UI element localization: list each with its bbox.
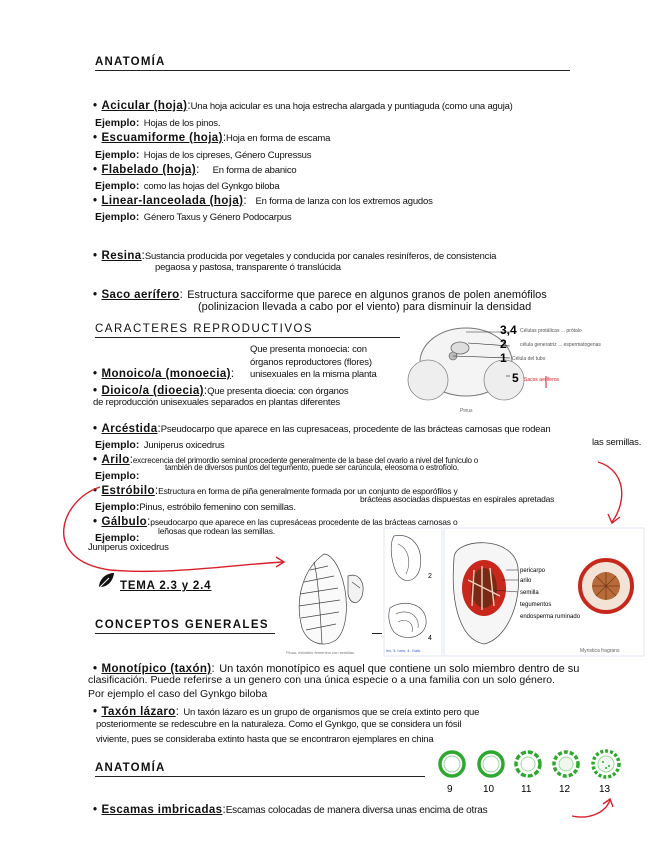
definition-text-cont: de reproducción unisexuales separados en plantas diferentes [93,397,340,408]
definition-text: Pseudocarpo que aparece en las cupresaceas, procedente de las brácteas carnosas que rodean [160,424,551,435]
term: Arilo [101,454,130,466]
pollen-note: Célula del tubo [512,356,546,362]
definition-dioico: • Dioico/a (dioecia):Que presenta dioecia: con órganos [93,385,349,397]
pollen-caption: Pinus [460,408,473,414]
circle-number: 11 [521,784,532,795]
circle-10 [479,752,503,776]
divider [372,633,382,634]
separator: : [175,706,179,718]
cone-caption: Pinus, estróbilo femenino con semillas [286,650,355,655]
definition-text: Estructura sacciforme que parece en algunos granos de polen anemófilos [187,289,547,301]
separator: : [230,368,235,380]
red-arrow-arilo [598,462,622,522]
term: Taxón lázaro [101,706,176,718]
definition-resina: • Resina:Sustancia producida por vegetales y conducida por canales resiníferos, de consistencia [93,250,497,262]
definition-text: excrecencia del primordio seminal procedente generalmente de la base del ovario a nivel del funículo o [132,456,479,465]
definition-text: Que presenta monoecia: con [250,344,367,355]
circle-11 [516,752,540,776]
aril-label: pericarpo [520,568,546,574]
separator: : [243,195,247,207]
definition-text-cont: (polinizacion llevada a cabo por el viento) para disminuir la densidad [198,301,532,313]
aril-label: endosperma ruminado [520,614,581,620]
circle-12 [554,752,578,776]
definition-arcestida: • Arcéstida:Pseudocarpo que aparece en las cupresaceas, procedente de las brácteas carnosas que rodean [93,423,551,435]
term: Resina [101,250,142,262]
example-text: Juniperus oxicedrus [143,440,225,451]
separator: : [187,100,191,112]
definition-text: Escamas colocadas de manera diversa unas encima de otras [225,805,488,816]
example-label: Ejemplo: [95,532,140,544]
term: Escamas imbricadas [101,804,223,816]
definition-text: Un taxón monotípico es aquel que contiene un solo miembro dentro de su [219,663,580,675]
term: Monoico/a (monoecia) [101,368,231,380]
term: Gálbulo [101,516,148,528]
definition-text-cont: leñosas que rodean las semillas. [158,526,275,536]
separator: : [203,385,208,397]
example-label: Ejemplo: [95,180,140,192]
term: Linear-lanceolada (hoja) [101,195,244,207]
leaf-icon [97,572,115,590]
section-title-conceptos: CONCEPTOS GENERALES [95,619,269,631]
example-text: Hojas de los pinos. [143,118,221,129]
definition-text-cont: brácteas asociadas dispuestas en espirales apretadas [360,494,555,504]
term: Dioico/a (dioecia) [101,385,204,397]
small-caption: inv, 3, hms, 4. Galb. [386,648,422,653]
term: Flabelado (hoja) [101,164,197,176]
circle-number: 12 [559,784,571,795]
definition-text: órganos reproductores (flores) [250,357,372,368]
definition-text-cont: las semillas. [592,437,642,448]
separator: : [222,804,226,816]
cone-figure [284,548,374,658]
term: Saco aerífero [101,289,180,301]
term: Estróbilo [101,485,155,497]
scale-circles-figure [436,748,636,798]
example-text: Género Taxus y Género Podocarpus [143,212,292,223]
example-label: Ejemplo: [95,117,140,129]
definition-text: Una hoja acicular es una hoja estrecha alargada y puntiaguda (como una aguja) [190,101,513,112]
definition-text-cont: viviente, pues se consideraba extinto hasta que se encontraron ejemplares en china [96,734,434,745]
definition-acicular: • Acicular (hoja):Una hoja acicular es una hoja estrecha alargada y puntiaguda (como una aguja) [93,100,513,112]
figure-number: 4 [428,635,432,642]
definition-text: En forma de lanza con los extremos agudos [255,196,433,207]
example-label: Ejemplo: [95,501,140,513]
section-title-anatomia: ANATOMÍA [95,56,166,68]
example-text: Juniperus oxicedrus [88,542,169,553]
tema-title: TEMA 2.3 y 2.4 [120,580,212,592]
circle-number: 10 [483,784,495,795]
definition-text: Hoja en forma de escama [226,133,331,144]
aril-label: arilo [520,578,532,584]
red-arrow-galbulo [64,487,283,571]
example-text: como las hojas del Gynkgo biloba [143,181,280,192]
circle-13 [593,751,619,777]
aril-label: semilla [520,590,539,596]
aril-figure [444,528,644,656]
pollen-label: 3,4 [500,323,517,337]
aril-label: tegumentos [520,602,552,608]
definition-text: Que presenta dioecia: con órganos [207,386,349,397]
cone-drawing [299,554,346,644]
pollen-note: Sacos aeríferos [524,377,560,383]
definition-estrobilo: • Estróbilo:Estructura en forma de piña generalmente formada por un conjunto de esporófilos y [93,485,458,497]
example-label: Ejemplo: [95,211,140,223]
definition-text: pseudocarpo que aparece en las cupresáceas procedente de las brácteas carnosas o [150,517,458,527]
term: Escuamiforme (hoja) [101,132,223,144]
section-title-anatomia-2: ANATOMÍA [95,762,166,774]
section-title-reproductivos: CARACTERES REPRODUCTIVOS [95,323,314,335]
definition-flabelado: • Flabelado (hoja): En forma de abanico [93,164,297,176]
example-text: Pinus, estróbilo femenino con semillas. [139,502,296,513]
separator: : [222,132,227,144]
divider [95,633,275,634]
definition-text: unisexuales en la misma planta [250,369,377,380]
pollen-note: célula generatriz ... espermatogenas [520,342,601,348]
example-label: Ejemplo: [95,470,140,482]
definition-text-cont: posteriormente se redescubre en la naturaleza. Como el Gynkgo, que se considera un fósil [96,719,462,730]
separator: : [141,250,145,262]
galbulo-figures [384,528,442,656]
pollen-label: 1 [500,351,507,365]
definition-text: Un taxón lázaro es un grupo de organismos que se creía extinto pero que [183,707,480,718]
separator: : [154,485,159,497]
separator: : [211,663,215,675]
circle-number: 13 [599,784,611,795]
separator: : [129,454,133,466]
aril-caption: Myristica fragrans [580,648,620,654]
term: Monotípico (taxón) [101,663,212,675]
definition-saco-aerifero: • Saco aerífero: Estructura sacciforme que parece en algunos granos de polen anemófilos [93,289,547,301]
pollen-label: 2 [500,337,507,351]
circle-number: 9 [447,784,453,795]
pollen-label: 5 [512,371,519,385]
definition-text: Estructura en forma de piña generalmente formada por un conjunto de esporófilos y [158,486,458,496]
seed-drawing [348,575,363,602]
example-text: Hojas de los cipreses, Género Cupressus [143,150,312,161]
definition-galbulo: • Gálbulo:pseudocarpo que aparece en las cupresáceas procedente de las brácteas carnosas o [93,516,458,528]
pollen-note: Células protálicas ... prótalo [520,328,582,334]
separator: : [147,516,151,528]
definition-text-cont: pegaosa y pastosa, transparente ó translúcida [155,262,341,273]
divider [95,776,425,777]
example-label: Ejemplo: [95,149,140,161]
definition-text-cont: Por ejemplo el caso del Gynkgo biloba [88,688,268,700]
definition-escamas-imbricadas: • Escamas imbricadas:Escamas colocadas de manera diversa unas encima de otras [93,804,488,816]
definition-escuamiforme: • Escuamiforme (hoja):Hoja en forma de escama [93,132,331,144]
definition-monotipico: • Monotípico (taxón): Un taxón monotípico es aquel que contiene un solo miembro dentro de su [93,663,580,675]
definition-monoico: • Monoico/a (monoecia): [93,368,235,380]
definition-linear-lanceolada: • Linear-lanceolada (hoja): En forma de lanza con los extremos agudos [93,195,433,207]
term: Acicular (hoja) [101,100,188,112]
separator: : [157,423,161,435]
definition-text: Sustancia producida por vegetales y conducida por canales resiníferos, de consistencia [144,251,497,262]
definition-text-cont: clasificación. Puede referirse a un genero con una única especie o a una familia con un solo género. [88,674,555,686]
term: Arcéstida [101,423,158,435]
separator: : [179,289,183,301]
circle-9 [440,752,464,776]
rumination-lines [592,572,620,600]
separator: : [196,164,200,176]
definition-taxon-lazaro: • Taxón lázaro: Un taxón lázaro es un grupo de organismos que se creía extinto pero que [93,706,480,718]
definition-arilo: • Arilo:excrecencia del primordio seminal procedente generalmente de la base del ovario a nivel del funículo o [93,454,479,466]
definition-text-cont: también de diversos puntos del tegumento, puede ser carúncula, eleosoma o estrofíolo. [165,463,459,472]
definition-text: En forma de abanico [212,165,297,176]
figure-number: 2 [428,573,432,580]
example-label: Ejemplo: [95,439,140,451]
